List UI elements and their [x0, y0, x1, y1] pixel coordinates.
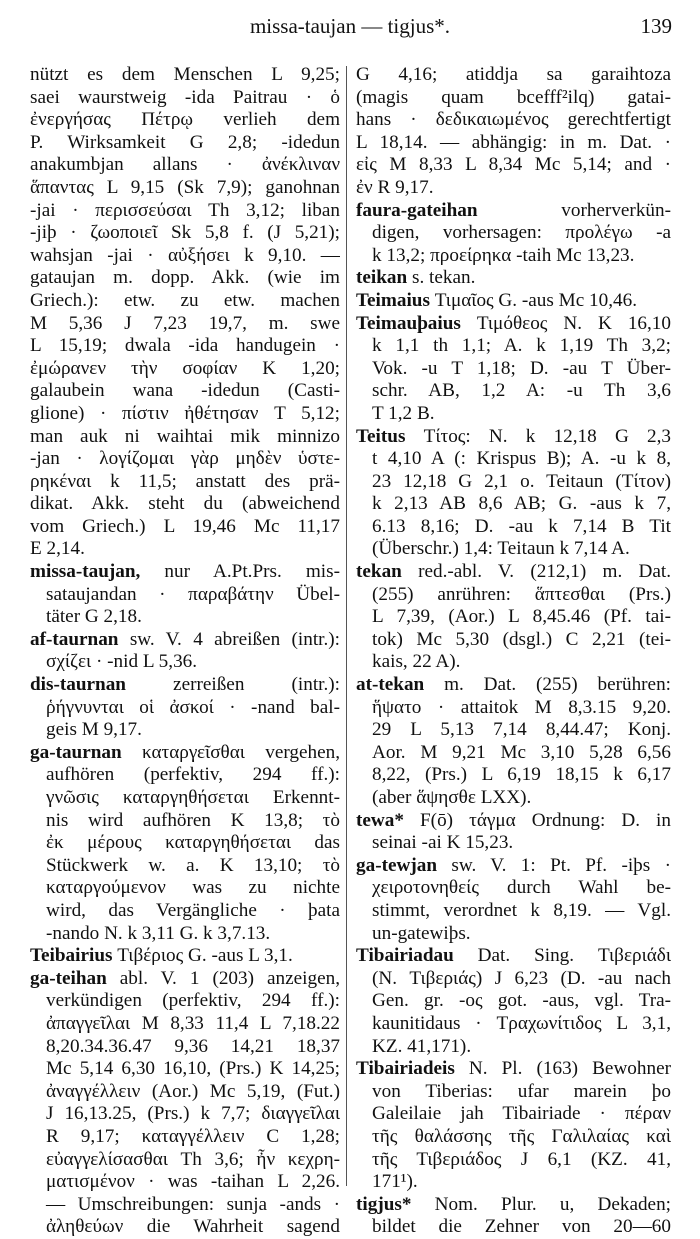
- text-line: tewa* F(ō) τάγμα Ordnung: D. in: [356, 809, 671, 831]
- text-line: 171¹).: [372, 1171, 418, 1193]
- text-line: ἥψατο · attaitok M 8,3.15 9,20.: [372, 696, 671, 718]
- headword: Teibairius: [30, 945, 113, 967]
- text-line: Teimauþaius Τιμόθεος N. K 16,10: [356, 312, 671, 334]
- text-line: ἐμώρανεν τὴν σοφίαν K 1,20;: [30, 357, 340, 379]
- text-line: täter G 2,18.: [46, 606, 142, 628]
- text-line: schr. AB, 1,2 A: -u Th 3,6: [372, 380, 671, 402]
- text-line: ἐκ μέρους καταργηθήσεται das: [46, 832, 340, 854]
- text-line: G 4,16; atiddja sa garaihtoza: [356, 64, 671, 85]
- text-line: un-gatewiþs.: [372, 922, 471, 944]
- headword: Teitus: [356, 425, 406, 447]
- text-line: sataujandan · παραβάτην Übel-: [46, 583, 340, 605]
- page-number: 139: [640, 14, 672, 38]
- text-line: χειροτονηθείς durch Wahl be-: [372, 877, 671, 899]
- text-line: Aor. M 9,21 Mc 3,10 5,28 6,56: [372, 741, 671, 763]
- text-line: dis-taurnan zerreißen (intr.):: [30, 674, 340, 696]
- text-line: Teibairius Τιβέριος G. -aus L 3,1.: [30, 945, 293, 967]
- text-line: k 13,2; προείρηκα -taih Mc 13,23.: [372, 244, 635, 266]
- text-line: καταργούμενον was zu nichte: [46, 877, 340, 899]
- text-line: 8,22, (Prs.) L 6,19 18,15 k 6,17: [372, 764, 671, 786]
- text-line: ga-tewjan sw. V. 1: Pt. Pf. -iþs ·: [356, 854, 671, 876]
- text-line: aufhören (perfektiv, 294 ff.):: [46, 764, 340, 786]
- text-line: nützt es dem Menschen L 9,25;: [30, 64, 340, 85]
- text-line: ga-taurnan καταργεῖσθαι vergehen,: [30, 741, 340, 763]
- text-line: wahsjan -jai · αὐξήσει k 9,10. —: [30, 244, 340, 266]
- text-line: t 4,10 A (: Krispus B); A. -u k 8,: [372, 448, 671, 470]
- text-line: Tibairiadeis N. Pl. (163) Bewohner: [356, 1058, 671, 1080]
- headword: tigjus*: [356, 1193, 412, 1215]
- text-line: glione) · πίστιν ἠθέτησαν T 5,12;: [30, 402, 340, 424]
- text-line: ἀληθεύων die Wahrheit sagend: [46, 1216, 340, 1238]
- text-line: Tibairiadau Dat. Sing. Τιβεριάδι: [356, 945, 671, 967]
- text-line: Stückwerk w. a. K 13,10; τὸ: [46, 854, 340, 876]
- text-line: ῥήγνυνται οἱ ἀσκοί · -nand bal-: [46, 696, 340, 718]
- text-line: k 2,13 AB 8,6 AB; G. -aus k 7,: [372, 493, 671, 515]
- headword: Teimauþaius: [356, 312, 461, 334]
- text-line: (Überschr.) 1,4: Teitaun k 7,14 A.: [372, 538, 630, 560]
- text-line: J 16,13.25, (Prs.) k 7,7; διαγγεῖλαι: [46, 1103, 340, 1125]
- text-line: verkündigen (perfektiv, 294 ff.):: [46, 990, 340, 1012]
- text-line: galaubein wana -idedun (Casti-: [30, 380, 340, 402]
- text-line: L 7,39, (Aor.) L 8,45.46 (Pf. tai-: [372, 606, 671, 628]
- text-line: (aber ἅψησθε LXX).: [372, 787, 532, 808]
- right-column: [356, 64, 671, 1239]
- text-line: (255) anrühren: ἅπτεσθαι (Prs.): [372, 583, 671, 605]
- text-line: R 9,17; καταγγέλλειν C 1,28;: [46, 1125, 340, 1147]
- text-line: tok) Mc 5,30 (dsgl.) C 2,21 (tei-: [372, 628, 671, 650]
- text-line: seinai -ai K 15,23.: [372, 832, 514, 854]
- text-line: ga-teihan abl. V. 1 (203) anzeigen,: [30, 967, 340, 989]
- text-line: stimmt, verordnet k 8,19. — Vgl.: [372, 899, 671, 921]
- column-divider: [346, 66, 347, 1186]
- text-line: εἰς M 8,33 L 8,34 Mc 5,14; and ·: [356, 154, 671, 176]
- headword: Tibairiadau: [356, 945, 454, 967]
- text-line: -jan · λογίζομαι γὰρ μηδὲν ὑστε-: [30, 448, 340, 470]
- text-line: hans · δεδικαιωμένος gerechtfertigt: [356, 109, 671, 131]
- text-line: -jai · περισσεύσαι Th 3,12; liban: [30, 199, 340, 221]
- text-line: εὐαγγελίσασθαι Th 3,6; ἦν κεχρη-: [46, 1148, 340, 1170]
- headword: dis-taurnan: [30, 674, 126, 696]
- text-line: Vok. -u T 1,18; D. -au T Über-: [372, 357, 671, 379]
- text-line: ρηκέναι k 11,5; anstatt des prä-: [30, 470, 340, 492]
- text-line: -jiþ · ζωοποιεῖ Sk 5,8 f. (J 5,21);: [30, 222, 340, 244]
- headword: Tibairiadeis: [356, 1058, 455, 1080]
- text-line: (N. Τιβεριάς) J 6,23 (D. -au nach: [372, 967, 671, 989]
- text-line: L 15,19; dwala -ida handugein ·: [30, 335, 340, 357]
- text-line: bildet die Zehner von 20—60: [372, 1216, 671, 1238]
- text-line: gataujan m. dopp. Akk. (wie im: [30, 267, 340, 289]
- text-line: wird, das Vergängliche · þata: [46, 899, 340, 921]
- text-line: teikan s. tekan.: [356, 267, 476, 289]
- text-line: vom Griech.) L 19,46 Mc 11,17: [30, 515, 340, 537]
- text-line: P. Wirksamkeit G 2,8; -idedun: [30, 131, 340, 153]
- text-line: (magis quam bcefff²ilq) gatai-: [356, 86, 671, 108]
- text-line: γνῶσις καταργηθήσεται Erkennt-: [46, 787, 340, 808]
- text-line: man auk ni waihtai mik minnizo: [30, 425, 340, 447]
- text-line: Teimaius Τιμαῖος G. -aus Mc 10,46.: [356, 289, 637, 311]
- text-line: af-taurnan sw. V. 4 abreißen (intr.):: [30, 628, 340, 650]
- text-line: geis M 9,17.: [46, 719, 142, 741]
- headword: teikan: [356, 267, 408, 289]
- page-header: [0, 14, 700, 44]
- text-line: digen, vorhersagen: προλέγω -a: [372, 222, 671, 244]
- headword: Teimaius: [356, 289, 430, 311]
- text-line: τῆς Τιβεριάδος J 6,1 (KZ. 41,: [372, 1148, 671, 1170]
- headword: tewa*: [356, 809, 404, 831]
- text-line: 6.13 8,16; D. -au k 7,14 B Tit: [372, 515, 671, 537]
- text-line: 8,20.34.36.47 9,36 14,21 18,37: [46, 1035, 340, 1057]
- text-line: Griech.): etw. zu etw. machen: [30, 289, 340, 311]
- text-line: saei waurstweig -ida Paitrau · ὁ: [30, 86, 340, 108]
- text-line: L 18,14. — abhängig: in m. Dat. ·: [356, 131, 671, 153]
- text-line: von Tiberias: ufar marein þo: [372, 1080, 671, 1102]
- headword: ga-teihan: [30, 967, 107, 989]
- running-head: missa-taujan — tigjus*.: [249, 14, 451, 38]
- headword: at-tekan: [356, 674, 425, 696]
- text-line: tigjus* Nom. Plur. u, Dekaden;: [356, 1193, 671, 1215]
- text-line: anakumbjan allans · ἀνέκλιναν: [30, 154, 340, 176]
- headword: ga-taurnan: [30, 741, 122, 763]
- text-line: M 5,36 J 7,23 19,7, m. swe: [30, 312, 340, 334]
- text-line: nis wird aufhören K 13,8; τὸ: [46, 809, 340, 831]
- text-line: Gen. gr. -ος got. -aus, vgl. Tra-: [372, 990, 671, 1012]
- text-line: k 1,1 th 1,1; A. k 1,19 Th 3,2;: [372, 335, 671, 357]
- headword: missa-taujan,: [30, 561, 141, 583]
- text-line: τῆς θαλάσσης τῆς Γαλιλαίας καὶ: [372, 1125, 671, 1147]
- text-line: T 1,2 B.: [372, 402, 435, 424]
- text-line: -nando N. k 3,11 G. k 3,7.13.: [46, 922, 271, 944]
- text-line: kaunitidaus · Τραχωνίτιδος L 3,1,: [372, 1012, 671, 1034]
- text-line: dikat. Akk. steht du (abweichend: [30, 493, 340, 515]
- headword: ga-tewjan: [356, 854, 437, 876]
- text-line: missa-taujan, nur A.Pt.Prs. mis-: [30, 561, 340, 583]
- left-column: [30, 64, 340, 1239]
- text-line: 23 12,18 G 2,1 o. Teitaun (Τίτον): [372, 470, 671, 492]
- text-line: faura-gateihan vorherverkün-: [356, 199, 671, 221]
- text-line: 29 L 5,13 7,14 8,44.47; Konj.: [372, 719, 671, 741]
- text-line: Galeilaie jah Tibairiade · πέραν: [372, 1103, 671, 1125]
- text-line: kais, 22 A).: [372, 651, 461, 673]
- text-line: ἐν R 9,17.: [356, 176, 434, 198]
- headword: af-taurnan: [30, 628, 119, 650]
- text-line: Teitus Τίτος: N. k 12,18 G 2,3: [356, 425, 671, 447]
- text-line: E 2,14.: [30, 538, 85, 560]
- text-line: Mc 5,14 6,30 16,10, (Prs.) K 14,25;: [46, 1058, 340, 1080]
- headword: tekan: [356, 561, 402, 583]
- text-line: ματισμένον · was -taihan L 2,26.: [46, 1171, 340, 1193]
- headword: faura-gateihan: [356, 199, 478, 221]
- text-line: KZ. 41,171).: [372, 1035, 472, 1057]
- text-line: ἐνεργήσας Πέτρῳ verlieh dem: [30, 109, 340, 131]
- text-line: — Umschreibungen: sunja -ands ·: [46, 1193, 340, 1215]
- text-line: ἀπαγγεῖλαι M 8,33 11,4 L 7,18.22: [46, 1012, 340, 1034]
- text-line: ἀναγγέλλειν (Aor.) Mc 5,19, (Fut.): [46, 1080, 340, 1102]
- text-line: σχίζει · -nid L 5,36.: [46, 651, 198, 673]
- text-line: ἅπαντας L 9,15 (Sk 7,9); ganohnan: [30, 176, 340, 198]
- text-line: tekan red.-abl. V. (212,1) m. Dat.: [356, 561, 671, 583]
- text-line: at-tekan m. Dat. (255) berühren:: [356, 674, 671, 696]
